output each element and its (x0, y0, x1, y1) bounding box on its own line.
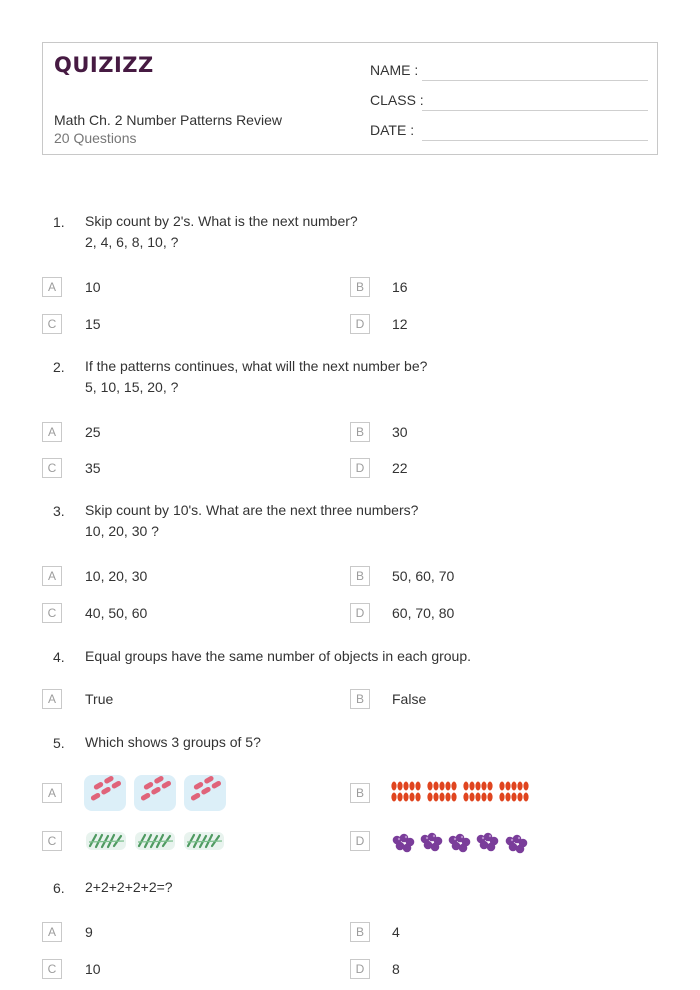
option-letter-c[interactable]: C (42, 831, 62, 851)
class-label: CLASS : (370, 92, 424, 108)
option-text-a[interactable]: 10, 20, 30 (85, 568, 148, 584)
option-text-b[interactable]: 4 (392, 924, 400, 940)
question-text (85, 356, 427, 398)
option-letter-b[interactable]: B (350, 689, 370, 709)
class-field[interactable] (370, 92, 650, 112)
worksheet-header (42, 42, 658, 155)
question-line-2: 5, 10, 15, 20, ? (85, 379, 179, 395)
option-text-d[interactable]: 60, 70, 80 (392, 605, 455, 621)
option-letter-c[interactable]: C (42, 458, 62, 478)
option-text-b[interactable]: 30 (392, 424, 408, 440)
question-line-1: 2+2+2+2+2=? (85, 879, 173, 895)
name-label: NAME : (370, 62, 419, 78)
option-text-a[interactable]: True (85, 691, 114, 707)
name-field[interactable] (370, 62, 650, 82)
date-label: DATE : (370, 122, 415, 138)
option-letter-d[interactable]: D (350, 603, 370, 623)
date-line (422, 140, 648, 141)
name-line (422, 80, 648, 81)
question-number: 5. (53, 735, 65, 751)
question-count: 20 Questions (54, 130, 137, 146)
option-letter-c[interactable]: C (42, 603, 62, 623)
question-line-1: If the patterns continues, what will the next number be? (85, 358, 428, 374)
option-letter-b[interactable]: B (350, 783, 370, 803)
option-letter-a[interactable]: A (42, 277, 62, 297)
option-text-d[interactable]: 12 (392, 316, 408, 332)
option-letter-b[interactable]: B (350, 922, 370, 942)
question-number: 2. (53, 359, 65, 375)
option-letter-a[interactable]: A (42, 422, 62, 442)
question-line-1: Skip count by 10's. What are the next three numbers? (85, 502, 419, 518)
green-leaves-groups-image[interactable] (86, 830, 226, 854)
option-letter-a[interactable]: A (42, 922, 62, 942)
question-number: 4. (53, 649, 65, 665)
question-number: 1. (53, 214, 65, 230)
option-text-b[interactable]: 16 (392, 279, 408, 295)
quizizz-logo: QUIZIZZ (54, 53, 154, 77)
option-text-a[interactable]: 9 (85, 924, 93, 940)
question-line-1: Skip count by 2's. What is the next number? (85, 213, 358, 229)
option-letter-d[interactable]: D (350, 314, 370, 334)
option-letter-c[interactable]: C (42, 314, 62, 334)
option-text-c[interactable]: 35 (85, 460, 101, 476)
question-line-2: 2, 4, 6, 8, 10, ? (85, 234, 179, 250)
option-text-c[interactable]: 40, 50, 60 (85, 605, 148, 621)
option-text-c[interactable]: 10 (85, 961, 101, 977)
question-text (85, 877, 173, 898)
option-letter-d[interactable]: D (350, 458, 370, 478)
question-text (85, 500, 418, 542)
question-number: 6. (53, 880, 65, 896)
option-text-c[interactable]: 15 (85, 316, 101, 332)
question-line-1: Which shows 3 groups of 5? (85, 734, 261, 750)
option-letter-d[interactable]: D (350, 959, 370, 979)
question-text (85, 732, 261, 753)
option-text-b[interactable]: 50, 60, 70 (392, 568, 455, 584)
option-letter-b[interactable]: B (350, 566, 370, 586)
pills-groups-image[interactable] (84, 774, 229, 812)
date-field[interactable] (370, 122, 650, 142)
option-letter-b[interactable]: B (350, 277, 370, 297)
option-letter-a[interactable]: A (42, 566, 62, 586)
option-letter-d[interactable]: D (350, 831, 370, 851)
option-text-b[interactable]: False (392, 691, 427, 707)
question-text (85, 646, 471, 667)
question-line-1: Equal groups have the same number of objects in each group. (85, 648, 472, 664)
option-text-a[interactable]: 10 (85, 279, 101, 295)
question-line-2: 10, 20, 30 ? (85, 523, 159, 539)
option-letter-c[interactable]: C (42, 959, 62, 979)
class-line (422, 110, 648, 111)
option-letter-b[interactable]: B (350, 422, 370, 442)
question-text (85, 211, 358, 253)
option-letter-a[interactable]: A (42, 689, 62, 709)
option-text-d[interactable]: 22 (392, 460, 408, 476)
purple-berry-clusters-image[interactable] (391, 828, 533, 858)
option-text-d[interactable]: 8 (392, 961, 400, 977)
question-number: 3. (53, 503, 65, 519)
worksheet-title: Math Ch. 2 Number Patterns Review (54, 112, 282, 128)
option-text-a[interactable]: 25 (85, 424, 101, 440)
option-letter-a[interactable]: A (42, 783, 62, 803)
red-beads-rows-image[interactable] (391, 779, 533, 805)
